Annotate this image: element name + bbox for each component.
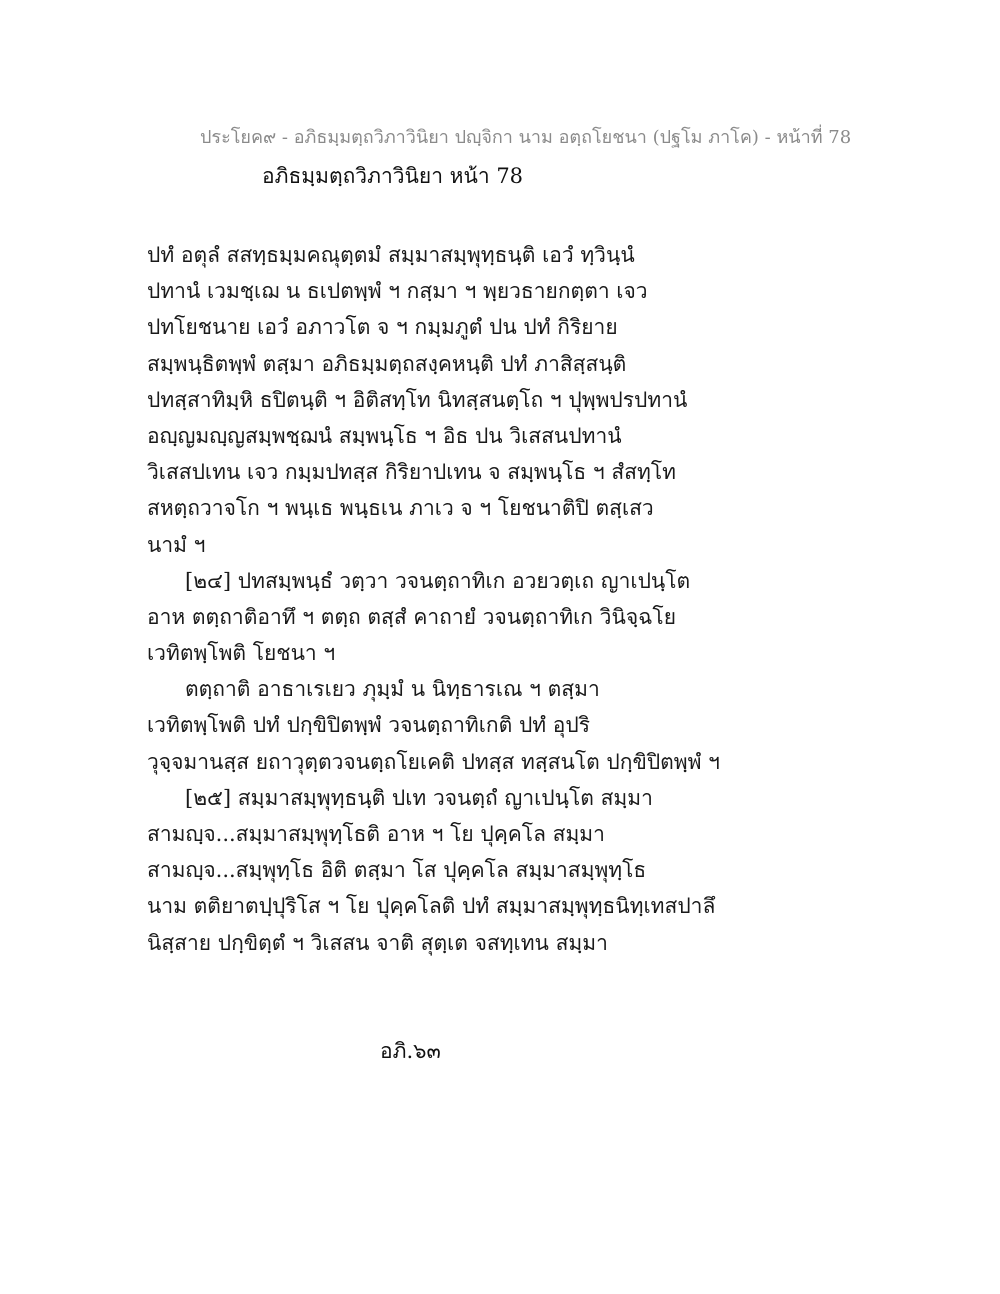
text-line: ปทํ อตุลํ สสทฺธมฺมคณุตฺตมํ สมฺมาสมฺพุทฺธนฺติ เอวํ ทฺวินฺนํ <box>147 243 635 267</box>
page-title: อภิธมฺมตฺถวิภาวินิยา หน้า 78 <box>262 164 524 188</box>
text-line: สมฺพนฺธิตพฺพํ ตสฺมา อภิธมฺมตฺถสงฺคหนฺติ ปทํ ภาสิสฺสนฺติ <box>147 351 627 376</box>
text-line: นามํ ฯ <box>147 532 206 557</box>
text-line: วิเสสปเทน เจว กมฺมปทสฺส กิริยาปเทน จ สมฺพนฺโธ ฯ สํสทฺโท <box>147 460 676 485</box>
text-line: อญฺญมญฺญสมฺพชฺฌนํ สมฺพนฺโธ ฯ อิธ ปน วิเสสนปทานํ <box>147 423 622 448</box>
paragraph-start-line: ตตฺถาติ อาธาเรเยว ภุมฺมํ น นิทฺธารเณ ฯ ตสฺมา <box>185 677 600 702</box>
text-line: เวทิตพฺโพติ โยชนา ฯ <box>147 641 336 666</box>
running-header: ประโยค๙ - อภิธมฺมตฺถวิภาวินิยา ปญฺจิกา นาม อตฺถโยชนา (ปฐโม ภาโค) - หน้าที่ 78 <box>200 127 852 148</box>
text-line: สหตฺถวาจโก ฯ พนฺเธ พนฺธเน ภาเว จ ฯ โยชนาติปิ ตสฺเสว <box>147 496 654 521</box>
paragraph-start-line: [๒๕] สมฺมาสมฺพุทฺธนฺติ ปเท วจนตฺถํ ญาเปนฺโต สมฺมา <box>185 785 653 810</box>
body-text <box>147 237 867 961</box>
text-line: สามญฺจ...สมฺพุทฺโธ อิติ ตสฺมา โส ปุคฺคโล สมฺมาสมฺพุทฺโธ <box>147 858 647 883</box>
text-line: เวทิตพฺโพติ ปทํ ปกฺขิปิตพฺพํ วจนตฺถาทิเกติ ปทํ อุปริ <box>147 713 591 738</box>
paragraph-start-line: [๒๔] ปทสมฺพนฺธํ วตฺวา วจนตฺถาทิเก อวยวตฺเถ ญาเปนฺโต <box>185 568 691 593</box>
text-line: อาห ตตฺถาติอาทึ ฯ ตตฺถ ตสฺสํ คาถายํ วจนตฺถาทิเก วินิจฺฉโย <box>147 604 677 629</box>
text-line: ปทสฺสาทิมฺหิ ธปิตนฺติ ฯ อิติสทฺโท นิทสฺสนตฺโถ ฯ ปุพฺพปรปทานํ <box>147 387 688 412</box>
text-line: ปทโยชนาย เอวํ อภาวโต จ ฯ กมฺมภูตํ ปน ปทํ กิริยาย <box>147 315 618 340</box>
text-line: นิสฺสาย ปกฺขิตฺตํ ฯ วิเสสน จาติ สุตฺเต จสทฺเทน สมฺมา <box>147 930 608 955</box>
text-line: นาม ตติยาตปฺปุริโส ฯ โย ปุคฺคโลติ ปทํ สมฺมาสมฺพุทฺธนิทฺเทสปาลึ <box>147 894 716 919</box>
text-line: วุจฺจมานสฺส ยถาวุตฺตวจนตฺถโยเคติ ปทสฺส ทสฺสนโต ปกฺขิปิตพฺพํ ฯ <box>147 749 720 774</box>
text-line: ปทานํ เวมชฺเฌ น ธเปตพฺพํ ฯ กสฺมา ฯ พฺยวธายกตฺตา เจว <box>147 279 648 304</box>
footer-reference: อภิ.๖๓ <box>380 1039 441 1063</box>
text-line: สามญฺจ...สมฺมาสมฺพุทฺโธติ อาห ฯ โย ปุคฺคโล สมฺมา <box>147 822 605 846</box>
